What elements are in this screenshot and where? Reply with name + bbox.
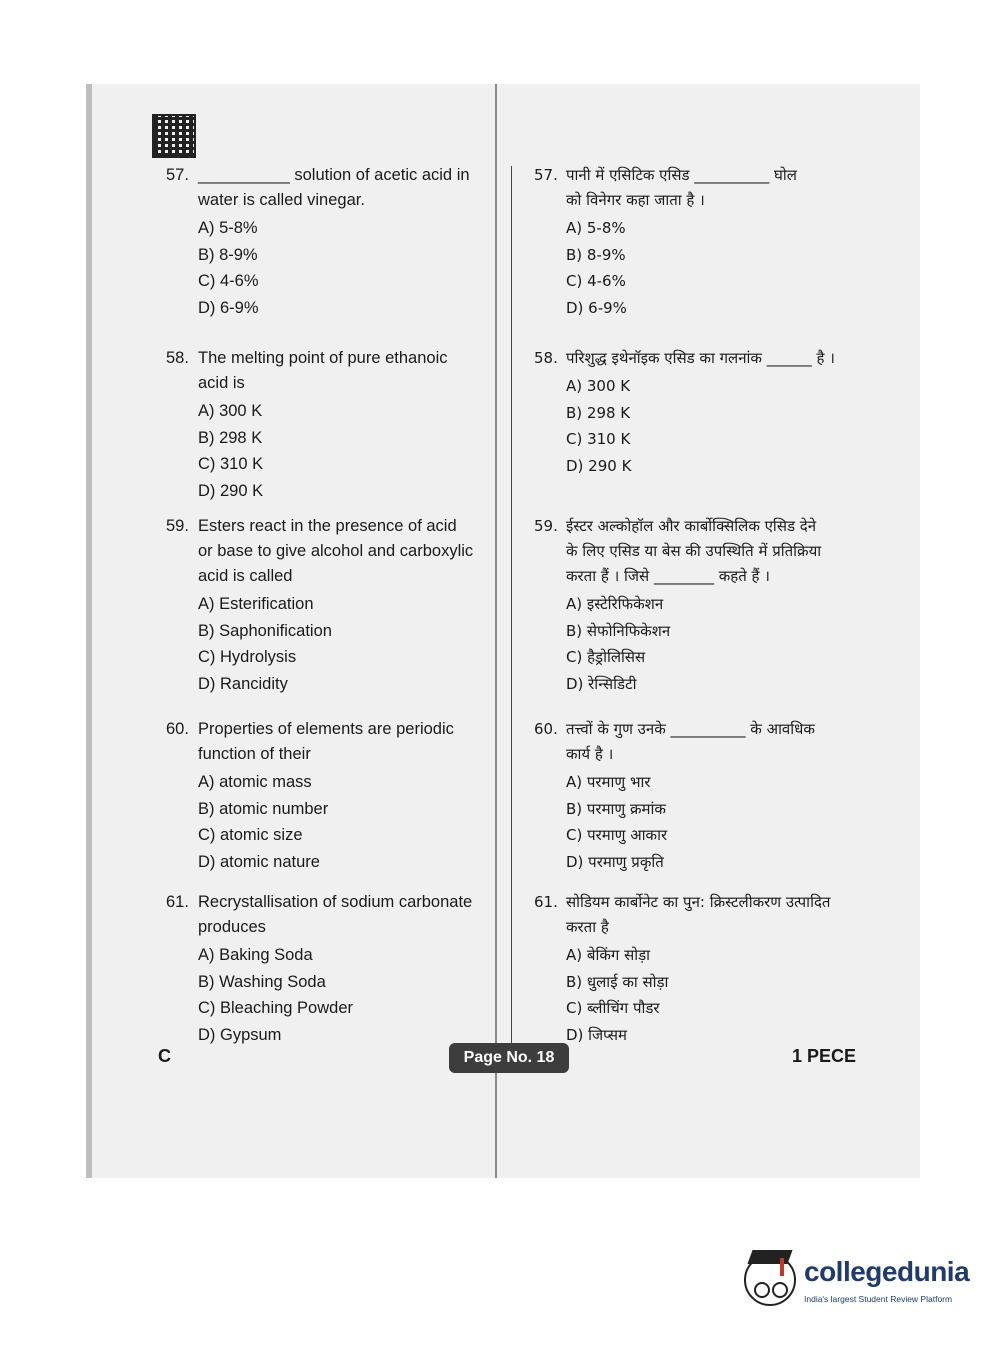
answer-option: B) 8-9% [566,245,626,264]
logo-tagline: India's largest Student Review Platform [804,1294,953,1304]
answer-option: A) 300 K [198,402,263,420]
question-text: कार्य है । [566,745,614,763]
question-61 [534,890,850,1048]
answer-option: D) रेन्सिडिटी [566,674,637,693]
question-text: पानी में एसिटिक एसिड __________ घोल [566,166,797,184]
question-number: 59. [534,517,558,535]
question-57 [166,163,488,321]
page-number: Page No. 18 [449,1043,569,1073]
answer-option: A) 5-8% [566,219,626,237]
question-number: 60. [534,720,558,738]
question-59 [166,514,488,697]
question-text: करता है [566,918,609,936]
answer-option: C) ब्लीचिंग पौडर [566,999,660,1017]
question-text: acid is [198,374,245,392]
answer-option: A) 5-8% [198,219,258,237]
answer-option: A) 300 K [566,377,631,395]
question-60 [166,717,488,875]
question-number: 61. [534,893,558,911]
page-fold [495,84,497,1178]
question-text: सोडियम कार्बोनेट का पुन: क्रिस्टलीकरण उत्पादित [566,893,831,911]
answer-option: D) जिप्सम [566,1025,628,1044]
answer-option: B) धुलाई का सोड़ा [566,972,669,991]
answer-option: A) इस्टेरिफिकेशन [566,595,664,613]
question-text: __________ solution of acetic acid in [198,166,470,184]
answer-option: D) 6-9% [566,298,627,317]
question-number: 59. [166,517,189,535]
question-text: water is called vinegar. [198,191,365,209]
question-text: परिशुद्ध इथेनॉइक एसिड का गलनांक ______ है । [566,349,835,367]
question-text: तत्त्वों के गुण उनके __________ के आवधिक [566,720,815,738]
answer-option: C) 310 K [198,455,264,473]
question-text: function of their [198,745,311,763]
question-number: 57. [534,166,558,184]
answer-option: C) हैड्रोलिसिस [566,648,646,666]
answer-option: D) Gypsum [198,1025,282,1044]
answer-option: C) atomic size [198,826,303,844]
question-text: Esters react in the presence of acid [198,517,457,535]
answer-option: A) परमाणु भार [566,773,651,791]
answer-option: D) Rancidity [198,674,288,693]
question-text: करता हैं । जिसे ________ कहते हैं । [566,567,770,585]
answer-option: D) 290 K [198,481,264,500]
answer-option: C) 4-6% [566,272,626,290]
question-text: acid is called [198,567,293,585]
question-text: Properties of elements are periodic [198,720,454,738]
answer-option: B) Washing Soda [198,972,326,991]
answer-option: B) 298 K [198,428,263,447]
logo-name: collegedunia [804,1256,970,1287]
question-number: 61. [166,893,189,911]
question-58 [166,346,488,504]
answer-option: B) 8-9% [198,245,258,264]
question-60 [534,717,850,875]
question-number: 57. [166,166,189,184]
question-number: 58. [534,349,558,367]
answer-option: D) 6-9% [198,298,259,317]
question-number: 58. [166,349,189,367]
question-text: Recrystallisation of sodium carbonate [198,893,473,911]
answer-option: B) atomic number [198,799,329,818]
answer-option: A) बेकिंग सोड़ा [566,946,650,964]
collegedunia-logo [744,1250,974,1310]
answer-option: B) Saphonification [198,621,332,640]
answer-option: D) परमाणु प्रकृति [566,852,664,871]
answer-option: C) 310 K [566,430,631,448]
answer-option: A) Esterification [198,595,314,613]
answer-option: C) Bleaching Powder [198,999,353,1017]
answer-option: C) परमाणु आकार [566,826,668,844]
qr-code [154,116,194,156]
answer-option: D) atomic nature [198,852,320,871]
answer-option: A) atomic mass [198,773,312,791]
question-text: or base to give alcohol and carboxylic [198,542,474,560]
paper-code: 1 PECE [792,1046,857,1066]
question-text: को विनेगर कहा जाता है । [566,191,705,209]
question-text: के लिए एसिड या बेस की उपस्थिति में प्रतिक्रिया [566,542,822,560]
question-text: The melting point of pure ethanoic [198,349,448,367]
question-59 [534,514,850,697]
answer-option: B) सेफोनिफिकेशन [566,621,671,640]
question-61 [166,890,488,1048]
question-57 [534,163,850,321]
answer-option: B) परमाणु क्रमांक [566,799,666,818]
answer-option: C) 4-6% [198,272,259,290]
answer-option: D) 290 K [566,456,632,475]
column-divider [511,166,512,1046]
mascot-icon [744,1254,796,1306]
answer-option: A) Baking Soda [198,946,313,964]
answer-option: B) 298 K [566,403,631,422]
answer-option: C) Hydrolysis [198,648,297,666]
question-text: produces [198,918,266,936]
series-code: C [158,1046,171,1066]
question-text: ईस्टर अल्कोहॉल और कार्बोक्सिलिक एसिड देने [566,517,817,535]
question-number: 60. [166,720,189,738]
question-58 [534,346,850,479]
